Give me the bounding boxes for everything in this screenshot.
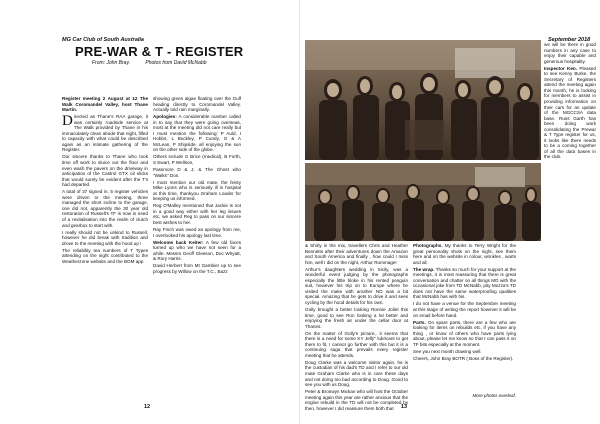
paragraph-text: On the matter of Golly's picture,. it seems that there is a need for some KY Jelly" lubricant to get them to fit, I cannot go further with this but it is a continuing saga that prevails every register meeting that he attends. [305, 330, 408, 358]
page-right [300, 0, 600, 424]
drop-cap: D [62, 113, 73, 130]
byline-author: From: John Bray. [92, 60, 130, 66]
paragraph-text: we will be there in good numbers in any case to enjoy their capable and generous hospitality. [544, 42, 596, 64]
paragraph-text: A total of 37 signed in, 5 register vehicles were driven to the meeting, three managed the short incline to the garage, one did not, apparently the 30 year old restoration of Russell's TF is now in need of a revitalisation into the realm of clutch and gearbox to start with. [62, 189, 148, 228]
paragraph-text: David Herbert from Mt Gambier up to see progress by Willow on the T.C., Bazz [153, 263, 241, 274]
paragraph-text: Peter & Bronwyn Mickan who will host the October meeting again this year are rather anxious that the engine rebuild in the TD will not be completed by then, however I did reassure them both that [305, 389, 408, 411]
paragraph-text: A considerable number called in to say that they were going overseas, most at the meeting did not care really but I must mention the following: P Auld, I Hobbs, L Buckley, P Cundy, G & A McLean, P Shipside, all enjoying the sun on the other side of the globe. [153, 114, 241, 153]
paragraph [62, 154, 148, 187]
paragraph [153, 203, 241, 225]
paragraph [62, 96, 148, 113]
more-photos-note: More photos overleaf. [472, 393, 516, 398]
page-number-left: 12 [144, 404, 151, 410]
right-column-1 [305, 243, 408, 413]
paragraph [62, 230, 148, 247]
paragraph [153, 180, 241, 202]
paragraph-lead: Photographs. [413, 243, 443, 248]
paragraph-text: I do not have a venue for the September meeting at this stage of writing the report however it will be on email before hand. [413, 301, 516, 318]
paragraph-lead: Parts. [413, 319, 426, 325]
paragraph [305, 360, 408, 388]
paragraph [413, 356, 516, 362]
paragraph [305, 267, 408, 306]
paragraph-text: My thanks to Terry Wright for the great personality shots on the night, see them here and on the website in colour, wrinkles , warts and all. [413, 243, 516, 265]
paragraph-text: Pleased to see Kenny Burke, the Secretary of Registers attend the meeting again this month, he is looking for members to assist in providing information on their cars for an update of the MGCCSA data base. Russ Garth has been doing work consolidating the Prewar & T Type register for us, it looks like there needs to be a coming together of all the data bases in the club. [544, 65, 596, 160]
magazine-name: MG Car Club of South Australia [62, 37, 144, 43]
paragraph-text: irected as Thane's RAA garage, it was certainly roadside service at The Walk provided by Thane in his immaculately clean abode that night, filled to capacity with what could be described again as an intimate gathering of the Register. [62, 114, 148, 153]
paragraph [413, 267, 516, 300]
right-column-2-top [544, 42, 596, 161]
paragraph [413, 349, 516, 355]
paragraph-text: Passmore D & J, & The Ghost who "Walks" Don. [153, 167, 241, 178]
paragraph-lead: Welcome back Keiter: [153, 239, 204, 245]
paragraph-text: Cheers, John Bray BOTR ( Boss of the Register). [413, 355, 514, 361]
paragraph [153, 227, 241, 238]
paragraph-text: Doug Clarke was a welcome visitor again, he is the custodian of his dad's TD and I refer to our old mate Graham Clarke who is in care these days and not doing too bad according to Doug. Good to see you with us Doug. [305, 359, 408, 388]
left-column-2 [153, 96, 241, 276]
paragraph [153, 167, 241, 178]
right-column-2 [413, 243, 516, 363]
paragraph [62, 248, 148, 265]
photo-meeting-group-icon [305, 40, 541, 160]
paragraph [305, 307, 408, 329]
paragraph-text: Ray Finch was owed an apology from me, I overlooked his apology last time. [153, 227, 241, 238]
paragraph-text: Reg O'Malley mentioned that Jackie is not in a good way either with her leg issues etc, we asked Reg to pass on our sincere best wishes to her. [153, 203, 241, 225]
paragraph-text: The reliability tea numbers of T Types attending on the night contributed to the Weatherzone website and the BOM app [62, 247, 148, 264]
paragraph-lead: Inspector Ken. [544, 65, 578, 71]
paragraph [413, 243, 516, 265]
paragraph-text: & Shirly in the mix, travellers Chris and Heather Bennetts after their adventures down the Amazon and South America and finally , how could I miss him, well I did on the night, Arthur Rummage! [305, 243, 408, 265]
paragraph [153, 263, 241, 274]
paragraph-text: Golly brought a better looking Ronnie Joliet this time, good to see Ron looking a lot better and enjoying the fresh air under the cellar door at Thanes. [305, 307, 408, 329]
paragraph-lead: Apologies: [153, 114, 177, 120]
paragraph [62, 189, 148, 228]
page-number-right: 13 [401, 404, 408, 410]
paragraph [153, 240, 241, 262]
paragraph-heading: Register meeting 2 August at 12 The Walk Coromandel Valley, host Thane Martin. [62, 96, 148, 113]
paragraph [153, 96, 241, 113]
paragraph-text: Our sincere thanks to Thane who took time off work to sluice out the floor and even wash the pavers on the driveway in anticipation of the Castrol GTX oil slicks that would surely be evident after the T's had departed. [62, 154, 148, 188]
paragraph-lead: The wrap. [413, 266, 435, 272]
paragraph-text: Thanks so much for your support at the meetings, it is most reassuring that there is great conversation and chatter on all things MG with the occasional joke from TD McNabb, pity Mozza's TD does not have the same waterproofing qualities that McNabb has with his. [413, 266, 516, 300]
paragraph-text: showing green algae floating over the Gulf heading directly to Coromandel Valley. Actually told rain marginally. [153, 96, 241, 113]
paragraph [305, 331, 408, 359]
paragraph [413, 301, 516, 318]
article-title: PRE-WAR & T - REGISTER [75, 44, 244, 59]
paragraph-text: I really should not be unkind to Russell, however he did break with tradition and drove to the meeting with the hood up ! [62, 229, 148, 246]
paragraph-text: Arthur's daughters wedding in Sicily, was a wonderful event judging by the photographs especially the little bloke in his rented penguin suit, however his trip on to Europe where he visited the make with another NO was a bit special. Amazing that he gets to drive it and sees cycling by the hood details for his own. [305, 266, 408, 305]
paragraph-text: A few old faces turned up who we have not seen for a while. Messrs Geoff Gleeson, Doc Whyatt, & Rory Harris. [153, 239, 241, 262]
left-column-1 [62, 96, 148, 266]
paragraph [153, 154, 241, 165]
paragraph-text: Others include G Brice (medical), B Forth, S Ewart, P Wellson, [153, 154, 241, 166]
byline [92, 60, 207, 66]
issue-date: September 2018 [548, 37, 591, 43]
byline-photos: Photos from David McNabb [145, 60, 207, 66]
paragraph [62, 114, 148, 153]
paragraph [305, 389, 408, 411]
paragraph-text: See you next month drawing well. [413, 348, 482, 354]
paragraph [544, 66, 596, 160]
paragraph-text: On spare parts, there are a few who are looking for items on rebuilds etc, if you have any thing , or know of others who have parts lying about, please let me know so that I can pass it on TF bits especially at the moment. [413, 319, 516, 347]
paragraph [305, 243, 408, 265]
paragraph [153, 114, 241, 153]
photo-garage-gathering-icon [305, 163, 541, 241]
paragraph [413, 320, 516, 348]
paragraph [544, 42, 596, 64]
paragraph-text: I must mention our old mate, the feisty Mike Lyons who is seriously ill in hospital at this time, thankyou Graham Loader for keeping us informed. [153, 179, 241, 202]
